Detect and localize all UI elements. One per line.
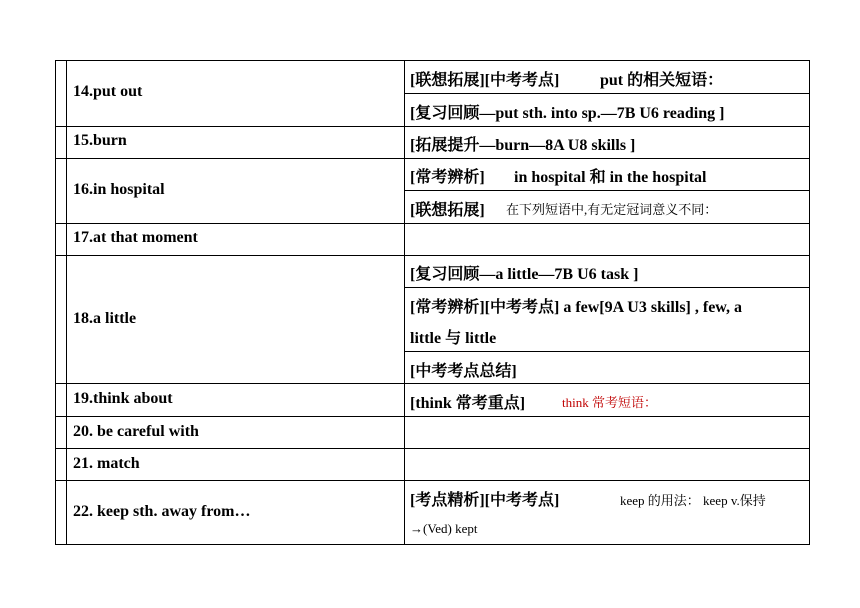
note-14-2: [复习回顾—put sth. into sp.—7B U6 reading ]: [410, 105, 725, 122]
rule: [55, 60, 56, 545]
rule: [55, 60, 810, 61]
note-16-2a: [联想拓展]: [410, 202, 485, 219]
rule: [55, 126, 810, 127]
rule: [404, 351, 810, 352]
note-15-1: [拓展提升—burn—8A U8 skills ]: [410, 137, 636, 154]
term-14: 14.put out: [73, 83, 143, 100]
rule: [55, 416, 810, 417]
term-22: 22. keep sth. away from…: [73, 503, 251, 520]
rule: [404, 190, 810, 191]
rule: [55, 544, 810, 545]
term-20: 20. be careful with: [73, 423, 199, 440]
note-16-2b: 在下列短语中,有无定冠词意义不同：: [506, 202, 718, 217]
note-14-1b: put 的相关短语：: [600, 72, 724, 89]
rule: [809, 60, 810, 545]
note-19-1a: [think 常考重点]: [410, 395, 526, 412]
term-21: 21. match: [73, 455, 140, 472]
term-17: 17.at that moment: [73, 229, 198, 246]
term-19: 19.think about: [73, 390, 173, 407]
rule: [404, 60, 405, 545]
note-22-1b: keep 的用法： keep v.保持: [620, 493, 766, 508]
note-18-1: [复习回顾—a little—7B U6 task ]: [410, 266, 639, 283]
note-18-2a: [常考辨析][中考考点] a few[9A U3 skills] , few, a: [410, 299, 742, 316]
note-16-1a: [常考辨析]: [410, 169, 485, 186]
rule: [55, 255, 810, 256]
term-15: 15.burn: [73, 132, 127, 149]
rule: [55, 158, 810, 159]
note-18-3: [中考考点总结]: [410, 363, 517, 380]
rule: [55, 383, 810, 384]
term-16: 16.in hospital: [73, 181, 165, 198]
rule: [404, 287, 810, 288]
rule: [55, 480, 810, 481]
rule: [66, 60, 67, 545]
note-18-2b: little 与 little: [410, 330, 497, 347]
note-22-1a: [考点精析][中考考点]: [410, 492, 560, 509]
term-18: 18.a little: [73, 310, 137, 327]
note-22-1c: →(Ved) kept: [410, 521, 478, 536]
rule: [55, 448, 810, 449]
note-16-1b: in hospital 和 in the hospital: [514, 169, 707, 186]
rule: [55, 223, 810, 224]
note-14-1a: [联想拓展][中考考点]: [410, 72, 560, 89]
rule: [404, 93, 810, 94]
note-19-1b: think 常考短语：: [562, 395, 657, 410]
